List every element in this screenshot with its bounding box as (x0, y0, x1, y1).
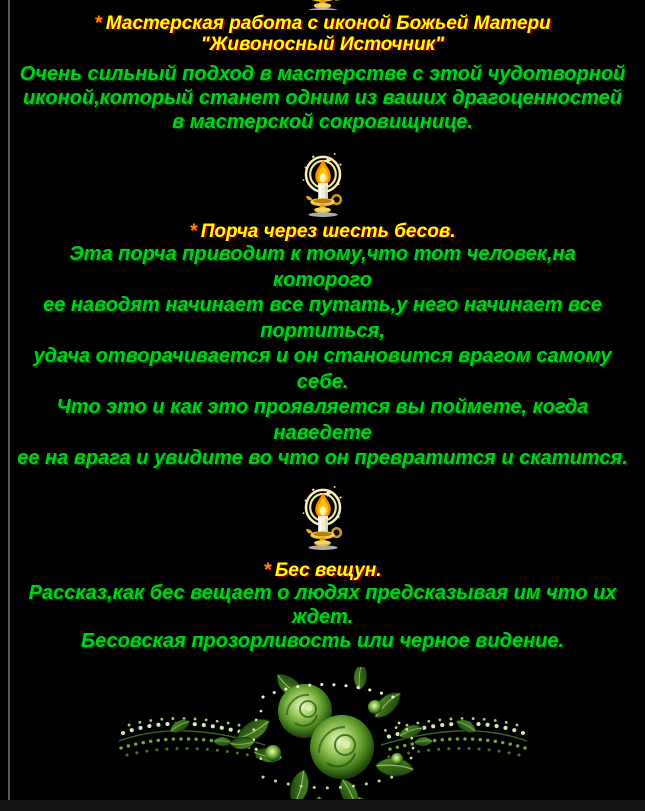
body-line: наведете (273, 421, 372, 444)
candle-icon-cropped (291, 0, 355, 10)
body-line: которого (273, 268, 372, 291)
section-title-line (0, 221, 645, 242)
section-porcha-title (0, 221, 645, 242)
section-icon-work-body (0, 62, 645, 134)
body-line: удача отворачивается и он становится врагом самому (33, 345, 612, 367)
body-line: ждет. (291, 605, 354, 628)
title-text: Бес вещун. (274, 559, 382, 581)
candle-icon (291, 151, 355, 219)
body-line: портиться, (260, 319, 385, 342)
section-icon-work-title (0, 13, 645, 55)
body-line: Что это и как это проявляется вы поймете, когда (56, 396, 589, 418)
body-line: Эта порча приводит к тому,что тот человек,на (69, 243, 576, 265)
star-bullet: * (94, 13, 102, 34)
body-line: в мастерской сокровищнице. (172, 111, 473, 133)
body-line: иконой,который станет одним из ваших драгоценностей (23, 87, 622, 109)
body-line: ее на врага и увидите во что он превратится и скатится. (17, 447, 628, 469)
bottom-strip (0, 800, 645, 811)
section-bes-title (0, 560, 645, 581)
section-title-line (0, 13, 645, 34)
title-text: Порча через шесть бесов. (200, 221, 456, 242)
star-bullet: * (263, 559, 271, 581)
star-bullet: * (189, 221, 197, 242)
floral-divider-image (0, 667, 645, 799)
body-line: себе. (296, 370, 349, 393)
body-line: Очень сильный подход в мастерстве с этой чудотворной (19, 63, 626, 85)
section-bes-body (0, 581, 645, 653)
body-line: Рассказ,как бес вещает о людях предсказывая им что их (28, 581, 617, 604)
section-title-line: "Живоносный Источник" (200, 34, 445, 55)
section-title-line (0, 560, 645, 581)
body-line: Бесовская прозорливость или черное видение. (80, 629, 565, 652)
section-porcha-body (0, 242, 645, 472)
title-text: Мастерская работа с иконой Божьей Матери (105, 13, 551, 34)
body-line: ее наводят начинает все путать,у него начинает все (43, 294, 602, 316)
candle-icon (291, 484, 355, 552)
